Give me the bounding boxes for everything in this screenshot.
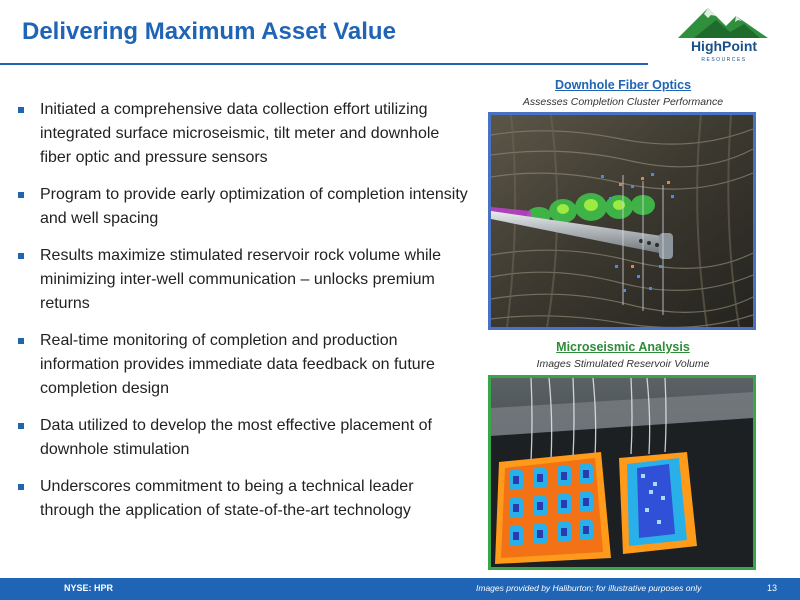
fiber-optics-title: Downhole Fiber Optics xyxy=(554,78,692,92)
logo-wordmark: HighPoint xyxy=(690,38,758,54)
fiber-optics-subtitle: Assesses Completion Cluster Performance xyxy=(522,96,724,108)
image-credit: Images provided by Haliburton; for illustrative purposes only xyxy=(476,583,702,593)
page-number: 13 xyxy=(767,583,778,593)
mountain-icon xyxy=(664,6,784,40)
logo-tagline: RESOURCES xyxy=(701,57,747,63)
bullet-item: Data utilized to develop the most effective placement of downhole stimulation xyxy=(18,414,468,462)
bullet-item: Results maximize stimulated reservoir rock volume while minimizing inter-well communication – unlocks premium returns xyxy=(18,244,468,316)
footer-ticker: NYSE: HPR xyxy=(64,583,114,593)
fiber-optics-image xyxy=(488,112,756,330)
footer-bar xyxy=(0,578,800,600)
title-divider xyxy=(0,63,648,65)
bullet-item: Program to provide early optimization of completion intensity and well spacing xyxy=(18,183,468,231)
bullet-list xyxy=(18,98,468,536)
bullet-item: Underscores commitment to being a technical leader through the application of state-of-the-art technology xyxy=(18,475,468,523)
microseismic-image xyxy=(488,375,756,570)
page-title: Delivering Maximum Asset Value xyxy=(22,18,396,45)
microseismic-title: Microseismic Analysis xyxy=(556,340,690,354)
microseismic-subtitle: Images Stimulated Reservoir Volume xyxy=(536,358,710,370)
bullet-item: Real-time monitoring of completion and production information provides immediate data feedback on future completion design xyxy=(18,329,468,401)
company-logo xyxy=(664,6,784,70)
bullet-item: Initiated a comprehensive data collection effort utilizing integrated surface microseismic, tilt meter and downhole fiber optic and pressure sensors xyxy=(18,98,468,170)
